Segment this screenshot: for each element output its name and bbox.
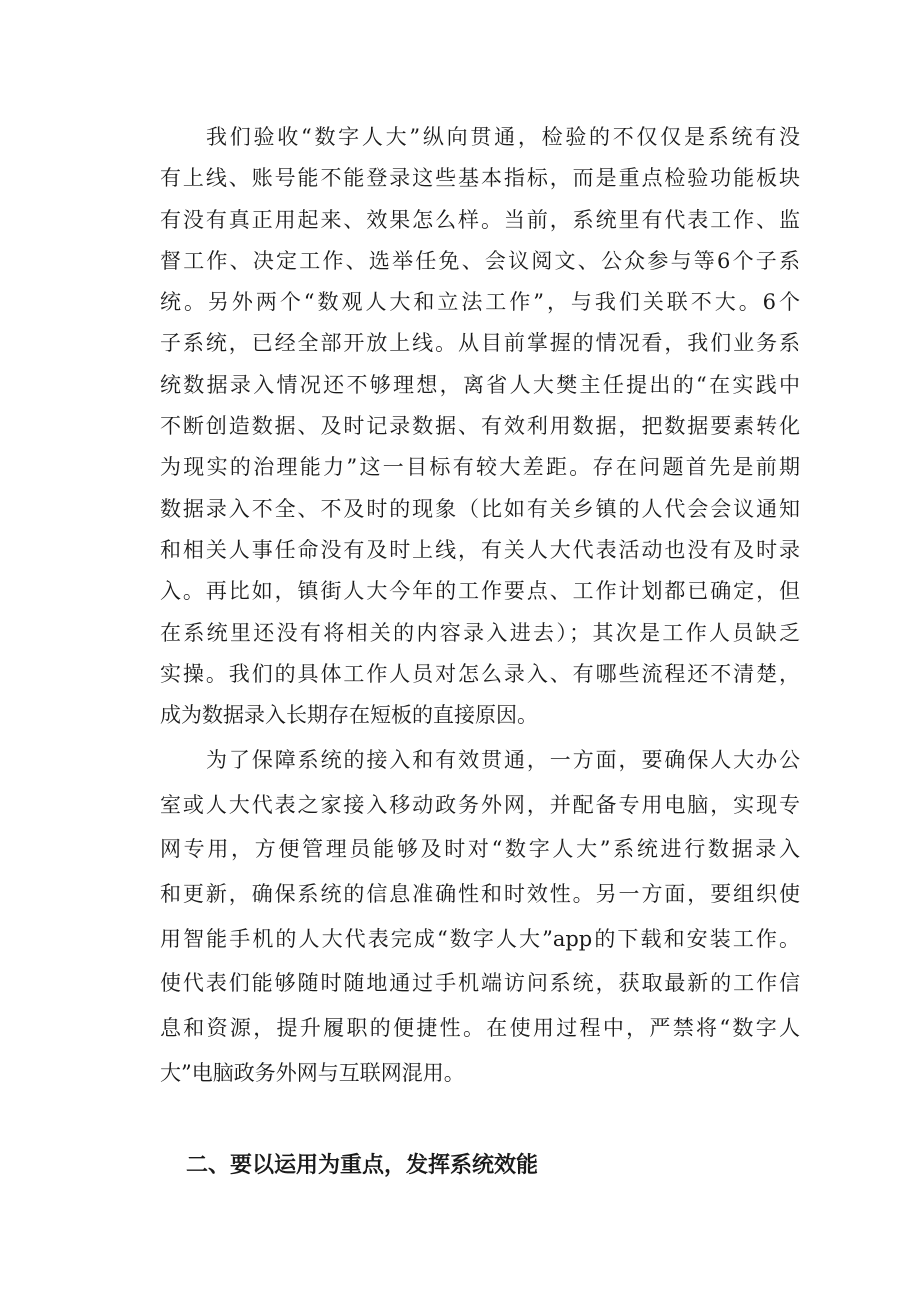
text-line: 和更新，确保系统的信息准确性和时效性。另一方面，要组织使 (160, 882, 800, 907)
text-line: 督工作、决定工作、选举任免、会议阅文、公众参与等6个子系 (160, 248, 800, 273)
text-line: 统。另外两个“数观人大和立法工作”，与我们关联不大。6个 (160, 290, 800, 315)
text-line: 息和资源，提升履职的便捷性。在使用过程中，严禁将“数字人 (160, 1016, 800, 1041)
paragraph-1 (160, 117, 800, 736)
text-line: 用智能手机的人大代表完成“数字人大”app的下载和安装工作。 (160, 926, 800, 951)
text-line: 为现实的治理能力”这一目标有较大差距。存在问题首先是前期 (160, 455, 800, 480)
text-line: 和相关人事任命没有及时上线，有关人大代表活动也没有及时录 (160, 537, 800, 562)
text-line: 不断创造数据、及时记录数据、有效利用数据，把数据要素转化 (160, 414, 800, 439)
text-line: 实操。我们的具体工作人员对怎么录入、有哪些流程还不清楚， (160, 661, 800, 686)
text-line: 子系统，已经全部开放上线。从目前掌握的情况看，我们业务系 (160, 331, 800, 356)
paragraph-2 (160, 738, 800, 1096)
text-line: 室或人大代表之家接入移动政务外网，并配备专用电脑，实现专 (160, 792, 800, 817)
text-line: 成为数据录入长期存在短板的直接原因。 (160, 703, 538, 728)
text-line: 我们验收“数字人大”纵向贯通，检验的不仅仅是系统有没 (206, 125, 800, 149)
text-line: 使代表们能够随时随地通过手机端访问系统，获取最新的工作信 (160, 971, 800, 996)
text-line: 大”电脑政务外网与互联网混用。 (160, 1060, 465, 1085)
text-line: 统数据录入情况还不够理想，离省人大樊主任提出的“在实践中 (160, 372, 800, 397)
text-line: 入。再比如，镇街人大今年的工作要点、工作计划都已确定，但 (160, 579, 800, 604)
text-line: 为了保障系统的接入和有效贯通，一方面，要确保人大办公 (206, 748, 800, 772)
text-line: 有上线、账号能不能登录这些基本指标，而是重点检验功能板块 (160, 166, 800, 191)
text-line: 网专用，方便管理员能够及时对“数字人大”系统进行数据录入 (160, 837, 800, 862)
text-line: 在系统里还没有将相关的内容录入进去）；其次是工作人员缺乏 (160, 620, 800, 645)
text-line: 数据录入不全、不及时的现象（比如有关乡镇的人代会会议通知 (160, 496, 800, 521)
section-heading: 二、要以运用为重点，发挥系统效能 (186, 1153, 539, 1178)
text-line: 有没有真正用起来、效果怎么样。当前，系统里有代表工作、监 (160, 207, 800, 232)
